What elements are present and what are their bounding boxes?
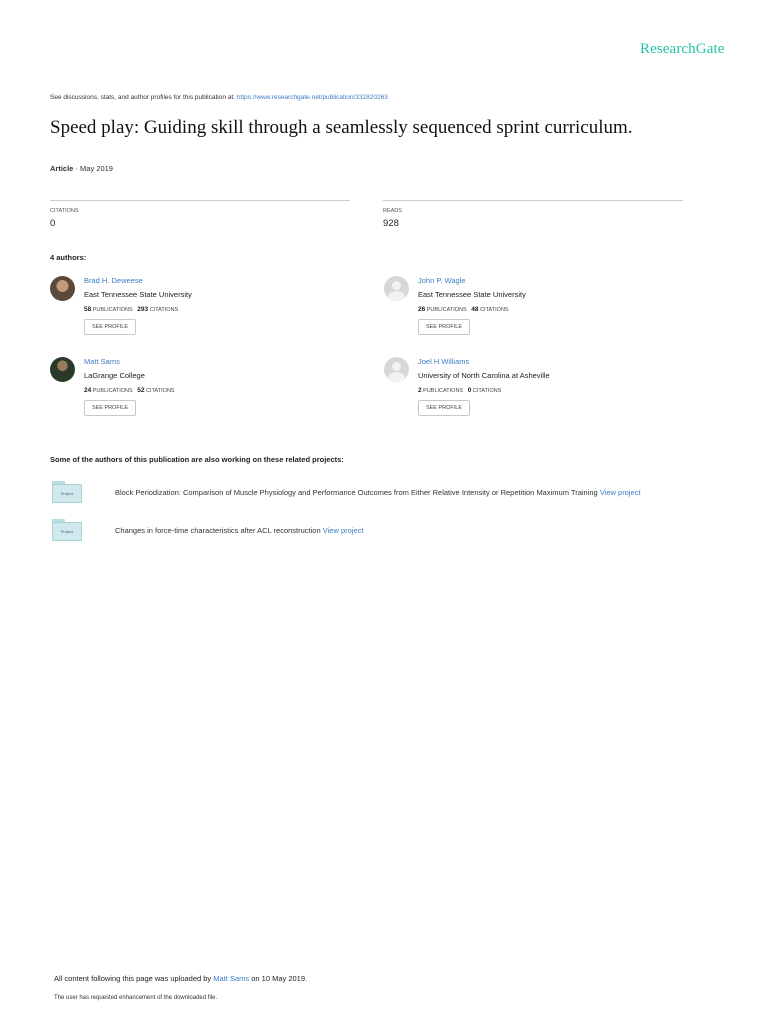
author-citations-label: CITATIONS xyxy=(149,307,179,313)
see-profile-button[interactable]: SEE PROFILE xyxy=(84,400,136,416)
author-card xyxy=(50,357,350,427)
author-citations-count: 0 xyxy=(467,387,472,394)
author-publications-label: PUBLICATIONS xyxy=(92,307,133,313)
author-card xyxy=(384,276,684,346)
publication-type: Article xyxy=(50,164,74,173)
citations-stat xyxy=(50,200,350,229)
project-text xyxy=(115,488,641,497)
project-item xyxy=(50,481,730,507)
author-citations-count: 48 xyxy=(471,306,479,313)
author-stats xyxy=(84,387,175,394)
project-folder-icon[interactable] xyxy=(52,519,82,541)
author-institution: East Tennessee State University xyxy=(418,290,526,299)
see-profile-button[interactable]: SEE PROFILE xyxy=(84,319,136,335)
upload-notice xyxy=(54,974,307,983)
author-citations-label: CITATIONS xyxy=(146,388,175,394)
author-institution: University of North Carolina at Asheville xyxy=(418,371,550,380)
related-projects-heading: Some of the authors of this publication are also working on these related projects: xyxy=(50,455,344,464)
source-line xyxy=(50,94,388,101)
author-citations-label: CITATIONS xyxy=(472,388,502,394)
author-publications-count: 58 xyxy=(84,306,92,313)
view-project-link[interactable]: View project xyxy=(599,488,641,497)
project-icon-label: Project xyxy=(52,522,82,541)
author-stats xyxy=(418,306,509,313)
see-profile-button[interactable]: SEE PROFILE xyxy=(418,400,470,416)
author-name-link[interactable]: Joel H Williams xyxy=(418,357,470,366)
publication-title: Speed play: Guiding skill through a seamlessly sequenced sprint curriculum. xyxy=(50,117,633,138)
upload-prefix: All content following this page was uploaded by xyxy=(54,974,212,983)
authors-heading: 4 authors: xyxy=(50,253,87,262)
project-text xyxy=(115,526,363,535)
author-citations-count: 52 xyxy=(137,387,145,394)
reads-divider xyxy=(383,200,683,201)
project-item xyxy=(50,519,730,545)
citations-value: 0 xyxy=(50,218,56,229)
author-stats xyxy=(84,306,178,313)
author-citations-count: 293 xyxy=(137,306,149,313)
author-card xyxy=(384,357,684,427)
project-title: Changes in force-time characteristics after ACL reconstruction xyxy=(115,526,321,535)
publication-url-link[interactable]: https://www.researchgate.net/publication/332820263 xyxy=(236,94,388,101)
author-stats xyxy=(418,387,501,394)
uploader-link[interactable]: Matt Sams xyxy=(213,974,250,983)
author-avatar[interactable] xyxy=(50,276,75,301)
author-citations-label: CITATIONS xyxy=(480,307,509,313)
author-name-link[interactable]: Matt Sams xyxy=(84,357,120,366)
citations-divider xyxy=(50,200,350,201)
publication-date: · May 2019 xyxy=(75,164,113,173)
see-profile-button[interactable]: SEE PROFILE xyxy=(418,319,470,335)
author-card xyxy=(50,276,350,346)
author-publications-count: 2 xyxy=(418,387,422,394)
project-folder-icon[interactable] xyxy=(52,481,82,503)
author-institution: LaGrange College xyxy=(84,371,145,380)
author-avatar[interactable] xyxy=(50,357,75,382)
publication-meta xyxy=(50,164,113,173)
project-icon-label: Project xyxy=(52,484,82,503)
author-publications-label: PUBLICATIONS xyxy=(92,388,133,394)
author-publications-label: PUBLICATIONS xyxy=(426,307,467,313)
reads-label: READS xyxy=(383,208,402,214)
enhancement-note: The user has requested enhancement of the downloaded file. xyxy=(54,995,218,1001)
author-publications-count: 26 xyxy=(418,306,426,313)
author-name-link[interactable]: John P. Wagle xyxy=(418,276,466,285)
view-project-link[interactable]: View project xyxy=(322,526,364,535)
reads-value: 928 xyxy=(383,218,399,229)
researchgate-logo[interactable]: ResearchGate xyxy=(640,41,725,57)
reads-stat xyxy=(383,200,683,229)
citations-label: CITATIONS xyxy=(50,208,79,214)
author-avatar-placeholder-icon[interactable] xyxy=(384,357,409,382)
upload-suffix: on 10 May 2019. xyxy=(251,974,308,983)
project-title: Block Periodization: Comparison of Muscle Physiology and Performance Outcomes from Either Relative Intensity or Repetition Maximum Training xyxy=(115,488,598,497)
author-name-link[interactable]: Brad H. Deweese xyxy=(84,276,143,285)
author-publications-count: 24 xyxy=(84,387,92,394)
source-prefix: See discussions, stats, and author profiles for this publication at: xyxy=(50,94,235,101)
author-avatar-placeholder-icon[interactable] xyxy=(384,276,409,301)
author-institution: East Tennessee State University xyxy=(84,290,192,299)
author-publications-label: PUBLICATIONS xyxy=(423,388,464,394)
